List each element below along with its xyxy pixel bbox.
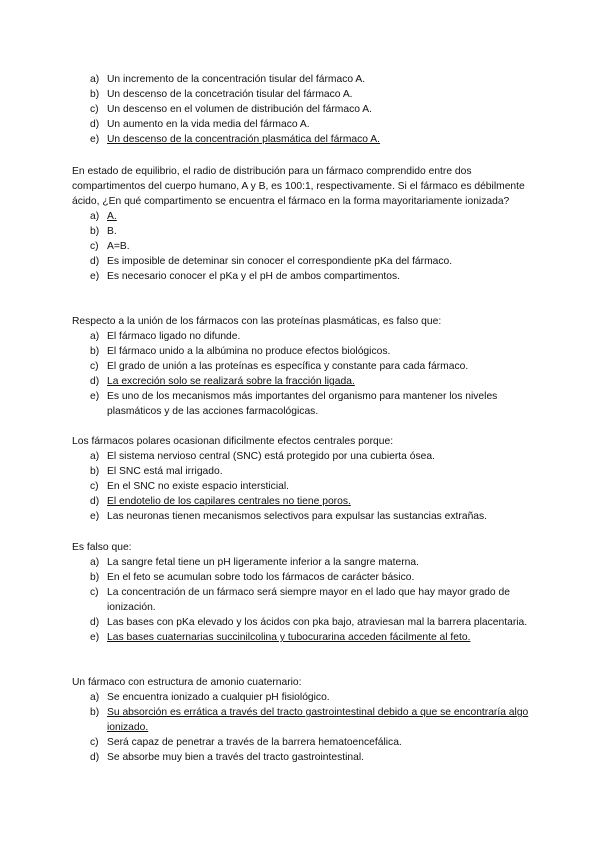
- option-letter: a): [90, 74, 100, 85]
- option-text-correct: El endotelio de los capilares centrales no tiene poros.: [107, 496, 351, 507]
- option-letter: d): [90, 752, 100, 763]
- option-3b: [72, 344, 532, 359]
- option-2b: [72, 224, 532, 239]
- option-letter: a): [90, 211, 100, 222]
- question-4-stem: Los fármacos polares ocasionan dificilmente efectos centrales porque:: [72, 436, 394, 447]
- option-4d: [72, 494, 532, 509]
- option-letter: b): [90, 572, 100, 583]
- option-1c: [72, 102, 532, 117]
- question-4-options: [72, 449, 532, 524]
- option-5e: [72, 630, 532, 645]
- option-letter: d): [90, 617, 100, 628]
- question-3: [72, 314, 532, 419]
- option-letter: c): [90, 361, 99, 372]
- option-text: Un descenso de la concetración tisular del fármaco A.: [107, 89, 353, 100]
- option-letter: a): [90, 692, 100, 703]
- option-6a: [72, 690, 532, 705]
- option-3d: [72, 374, 532, 389]
- option-letter: c): [90, 737, 99, 748]
- option-6c: [72, 735, 532, 750]
- option-text: En el SNC no existe espacio intersticial.: [107, 481, 289, 492]
- option-4c: [72, 479, 532, 494]
- question-6: [72, 675, 532, 765]
- option-letter: e): [90, 632, 100, 643]
- option-1d: [72, 117, 532, 132]
- option-text: Es imposible de deteminar sin conocer el correspondiente pKa del fármaco.: [107, 256, 453, 267]
- option-4a: [72, 449, 532, 464]
- question-2-stem: En estado de equilibrio, el radio de distribución para un fármaco comprendido entre dos compartimentos del cuerpo humano, A y B, es 100:1, respectivamente. Si el fármaco es débilmente ácido, ¿En qué compartimento se encuentra el fármaco en la forma mayoritariamente ionizada?: [72, 166, 525, 207]
- option-3e: [72, 389, 532, 419]
- option-text: El sistema nervioso central (SNC) está protegido por una cubierta ósea.: [107, 451, 435, 462]
- option-letter: b): [90, 89, 100, 100]
- option-text: La concentración de un fármaco será siempre mayor en el lado que hay mayor grado de ionización.: [107, 587, 510, 613]
- option-letter: d): [90, 496, 100, 507]
- option-text: Un aumento en la vida media del fármaco A.: [107, 119, 310, 130]
- question-5-options: [72, 555, 532, 645]
- option-text: El grado de unión a las proteínas es específica y constante para cada fármaco.: [107, 361, 469, 372]
- option-text: Un incremento de la concentración tisular del fármaco A.: [107, 74, 366, 85]
- question-1-options: [72, 72, 532, 147]
- option-letter: c): [90, 241, 99, 252]
- question-5-stem: Es falso que:: [72, 542, 132, 553]
- question-3-stem: Respecto a la unión de los fármacos con las proteínas plasmáticas, es falso que:: [72, 316, 442, 327]
- option-3a: [72, 329, 532, 344]
- option-text: A=B.: [107, 241, 130, 252]
- option-text: Se encuentra ionizado a cualquier pH fisiológico.: [107, 692, 330, 703]
- question-2: [72, 164, 532, 284]
- option-text: La sangre fetal tiene un pH ligeramente inferior a la sangre materna.: [107, 557, 419, 568]
- question-1: [72, 72, 532, 147]
- option-letter: e): [90, 511, 100, 522]
- option-text-correct: Un descenso de la concentración plasmática del fármaco A.: [107, 134, 381, 145]
- option-letter: c): [90, 481, 99, 492]
- option-4b: [72, 464, 532, 479]
- option-text: B.: [107, 226, 117, 237]
- option-2e: [72, 269, 532, 284]
- option-letter: b): [90, 226, 100, 237]
- option-text: El SNC está mal irrigado.: [107, 466, 223, 477]
- option-2d: [72, 254, 532, 269]
- option-letter: d): [90, 256, 100, 267]
- option-1a: [72, 72, 532, 87]
- option-5a: [72, 555, 532, 570]
- option-1b: [72, 87, 532, 102]
- question-6-stem: Un fármaco con estructura de amonio cuaternario:: [72, 677, 302, 688]
- option-5c: [72, 585, 532, 615]
- option-letter: b): [90, 707, 100, 718]
- option-text: Un descenso en el volumen de distribución del fármaco A.: [107, 104, 373, 115]
- option-letter: e): [90, 391, 100, 402]
- option-text: Las neuronas tienen mecanismos selectivos para expulsar las sustancias extrañas.: [107, 511, 488, 522]
- question-2-options: [72, 209, 532, 284]
- option-6b: [72, 705, 532, 735]
- option-text: Será capaz de penetrar a través de la barrera hematoencefálica.: [107, 737, 402, 748]
- option-letter: c): [90, 104, 99, 115]
- option-text: El fármaco ligado no difunde.: [107, 331, 241, 342]
- option-letter: a): [90, 557, 100, 568]
- option-1e: [72, 132, 532, 147]
- option-5b: [72, 570, 532, 585]
- option-text: Es necesario conocer el pKa y el pH de ambos compartimentos.: [107, 271, 401, 282]
- option-letter: e): [90, 271, 100, 282]
- option-5d: [72, 615, 532, 630]
- option-2a: [72, 209, 532, 224]
- option-letter: a): [90, 451, 100, 462]
- option-4e: [72, 509, 532, 524]
- option-text-correct: A.: [107, 211, 117, 222]
- option-letter: a): [90, 331, 100, 342]
- option-2c: [72, 239, 532, 254]
- option-text: En el feto se acumulan sobre todo los fármacos de carácter básico.: [107, 572, 415, 583]
- question-6-options: [72, 690, 532, 765]
- option-letter: c): [90, 587, 99, 598]
- option-6d: [72, 750, 532, 765]
- option-letter: b): [90, 346, 100, 357]
- option-text: Es uno de los mecanismos más importantes del organismo para mantener los niveles plasmáticos y de las acciones farmacológicas.: [107, 391, 498, 417]
- option-letter: b): [90, 466, 100, 477]
- question-5: [72, 540, 532, 645]
- question-4: [72, 434, 532, 524]
- option-text-correct: La excreción solo se realizará sobre la fracción ligada.: [107, 376, 355, 387]
- option-letter: d): [90, 119, 100, 130]
- question-3-options: [72, 329, 532, 419]
- option-text: El fármaco unido a la albúmina no produce efectos biológicos.: [107, 346, 391, 357]
- option-text-correct: Las bases cuaternarias succinilcolina y tubocurarina acceden fácilmente al feto.: [107, 632, 471, 643]
- option-text-correct: Su absorción es errática a través del tracto gastrointestinal debido a que se encontraría algo ionizado.: [107, 707, 529, 733]
- option-3c: [72, 359, 532, 374]
- option-text: Las bases con pKa elevado y los ácidos con pka bajo, atraviesan mal la barrera placentaria.: [107, 617, 528, 628]
- option-text: Se absorbe muy bien a través del tracto gastrointestinal.: [107, 752, 364, 763]
- option-letter: e): [90, 134, 100, 145]
- option-letter: d): [90, 376, 100, 387]
